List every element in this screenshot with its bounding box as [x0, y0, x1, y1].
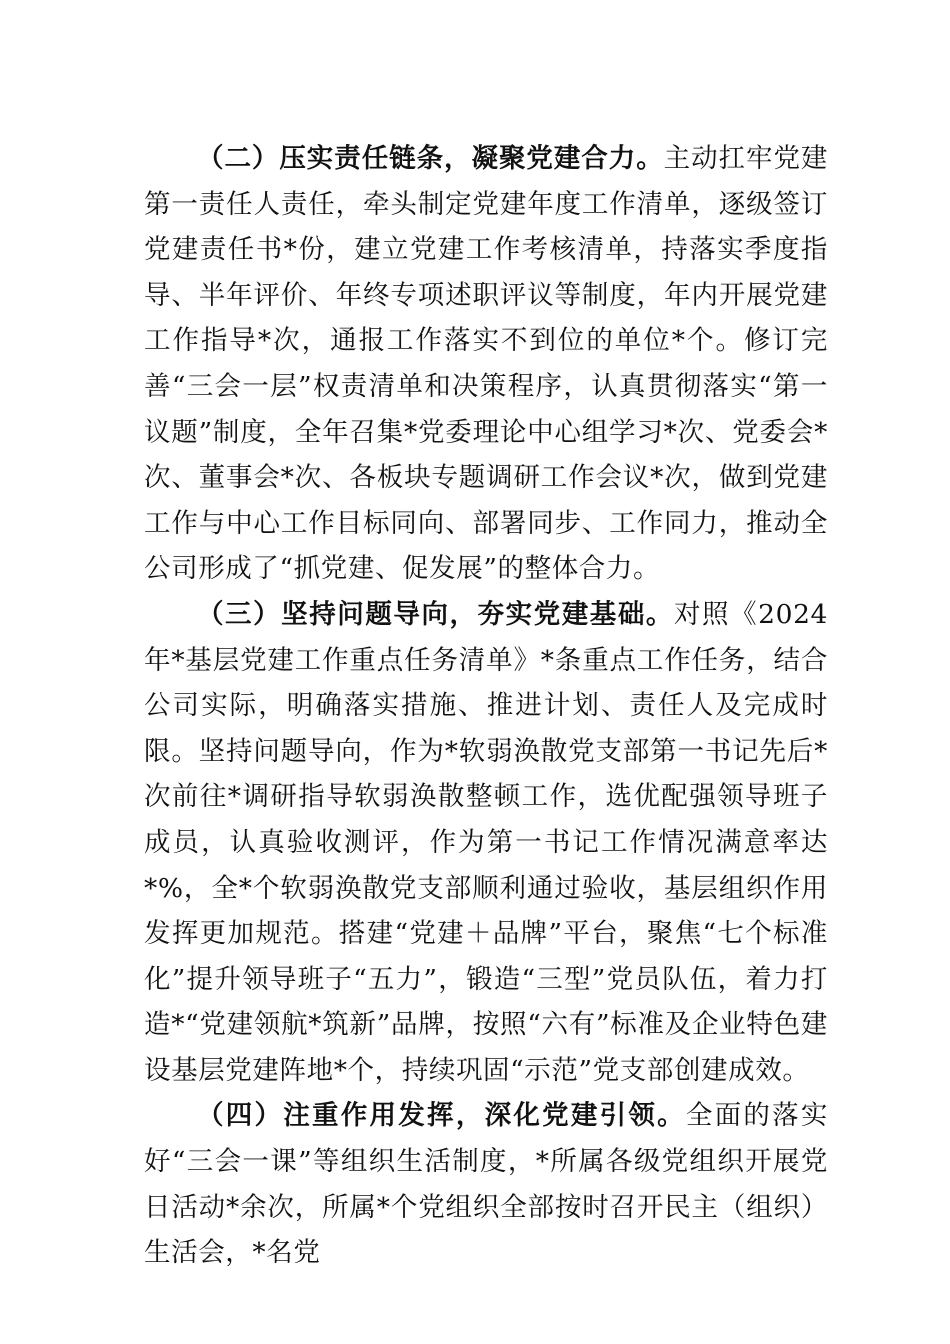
paragraph-section-2: [144, 136, 828, 592]
paragraph-heading: （二）压实责任链条，凝聚党建合力。: [197, 143, 664, 174]
paragraph-section-3: [144, 592, 828, 1094]
paragraph-section-4: [144, 1093, 828, 1275]
paragraph-text: 全面的落实好“三会一课”等组织生活制度，*所属各级党组织开展党日活动*余次，所属*个党组织全部按时召开民主（组织）生活会，*名党: [144, 1100, 829, 1269]
paragraph-text: 对照《2024年*基层党建工作重点任务清单》*条重点工作任务，结合公司实际，明确落实措施、推进计划、责任人及完成时限。坚持问题导向，作为*软弱涣散党支部第一书记先后*次前往*调研指导软弱涣散整顿工作，选优配强领导班子成员，认真验收测评，作为第一书记工作情况满意率达*%，全*个软弱涣散党支部顺利通过验收，基层组织作用发挥更加规范。搭建“党建＋品牌”平台，聚焦“七个标准化”提升领导班子“五力”，锻造“三型”党员队伍，着力打造*“党建领航*筑新”品牌，按照“六有”标准及企业特色建设基层党建阵地*个，持续巩固“示范”党支部创建成效。: [144, 598, 828, 1086]
document-body: [144, 136, 828, 1276]
paragraph-heading: （四）注重作用发挥，深化党建引领。: [197, 1100, 686, 1132]
paragraph-text: 主动扛牢党建第一责任人责任，牵头制定党建年度工作清单，逐级签订党建责任书*份，建立党建工作考核清单，持落实季度指导、半年评价、年终专项述职评议等制度，年内开展党建工作指导*次，通报工作落实不到位的单位*个。修订完善“三会一层”权责清单和决策程序，认真贯彻落实“第一议题”制度，全年召集*党委理论中心组学习*次、党委会*次、董事会*次、各板块专题调研工作会议*次，做到党建工作与中心工作目标同向、部署同步、工作同力，推动全公司形成了“抓党建、促发展”的整体合力。: [144, 143, 828, 585]
paragraph-heading: （三）坚持问题导向，夯实党建基础。: [197, 598, 674, 630]
